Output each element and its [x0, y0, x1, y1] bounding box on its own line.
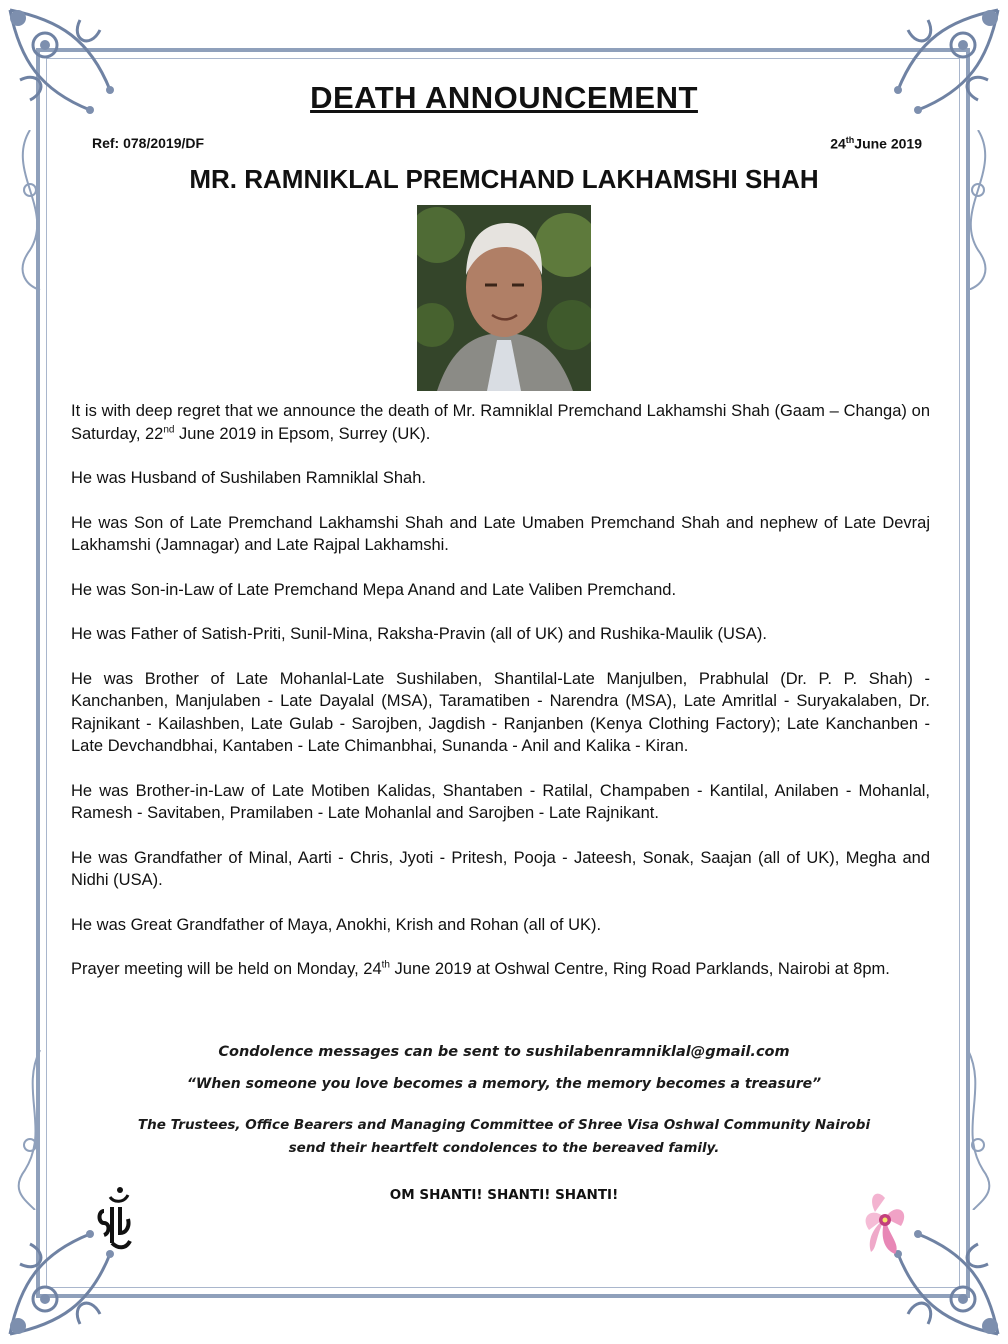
memorial-quote: “When someone you love becomes a memory, the memory becomes a treasure”	[186, 1076, 822, 1092]
deceased-name: MR. RAMNIKLAL PREMCHAND LAKHAMSHI SHAH	[189, 164, 819, 194]
paragraph-husband: He was Husband of Sushilaben Ramniklal Shah.	[71, 469, 426, 487]
paragraph-grandfather: He was Grandfather of Minal, Aarti - Chris, Jyoti - Pritesh, Pooja - Jateesh, Sonak, Saajan (all of UK), Megha and Nidhi (USA).	[71, 848, 930, 889]
reference-number: Ref: 078/2019/DF	[92, 135, 205, 151]
floral-corner-ornament-top-left	[0, 0, 150, 150]
portrait-photo	[417, 205, 591, 391]
trustees-message-line2: send their heartfelt condolences to the bereaved family.	[288, 1140, 720, 1156]
paragraph-father: He was Father of Satish-Priti, Sunil-Mina, Raksha-Pravin (all of UK) and Rushika-Maulik (USA).	[71, 625, 767, 643]
swirl-ornament-right-upper	[948, 130, 1008, 290]
paragraph-great-grandfather: He was Great Grandfather of Maya, Anokhi, Krish and Rohan (all of UK).	[71, 915, 602, 934]
swirl-ornament-left-upper	[0, 130, 60, 290]
jain-symbol-icon	[96, 1183, 136, 1253]
paragraph-prayer-meeting: Prayer meeting will be held on Monday, 24th June 2019 at Oshwal Centre, Ring Road Parklands, Nairobi at 8pm.	[71, 959, 890, 978]
paragraph-son: He was Son of Late Premchand Lakhamshi Shah and Late Umaben Premchand Shah and nephew of Late Devraj Lakhamshi (Jamnagar) and Late Rajpal Lakhamshi.	[71, 513, 930, 554]
closing-om-shanti: OM SHANTI! SHANTI! SHANTI!	[389, 1187, 619, 1203]
announcement-date: 24thJune 2019	[830, 135, 922, 152]
condolence-email-line: Condolence messages can be sent to sushilabenramniklal@gmail.com	[218, 1044, 790, 1060]
paragraph-death-notice: It is with deep regret that we announce the death of Mr. Ramniklal Premchand Lakhamshi Shah (Gaam – Changa) on Saturday, 22nd June 2019 in Epsom, Surrey (UK).	[71, 402, 930, 443]
paragraph-son-in-law: He was Son-in-Law of Late Premchand Mepa Anand and Late Valiben Premchand.	[71, 580, 677, 599]
paragraph-brother-in-law: He was Brother-in-Law of Late Motiben Kalidas, Shantaben - Ratilal, Champaben - Kantilal, Anilaben - Mohanlal, Ramesh - Savitaben, Pramilaben - Late Mohanlal and Sarojben - Late Rajnikant.	[71, 781, 930, 822]
page-title: DEATH ANNOUNCEMENT	[310, 80, 698, 115]
floral-corner-ornament-top-right	[858, 0, 1008, 150]
announcement-body	[71, 400, 930, 1003]
trustees-message-line1: The Trustees, Office Bearers and Managing Committee of Shree Visa Oshwal Community Nairobi	[137, 1117, 871, 1133]
orchid-flower-icon	[855, 1188, 915, 1258]
paragraph-brother: He was Brother of Late Mohanlal-Late Sushilaben, Shantilal-Late Manjulben, Prabhulal (Dr. P. P. Shah) - Kanchanben, Manjulaben - Late Dayalal (MSA), Taramatiben - Narendra (MSA), Late Amritlal - Suryakalaben, Dr. Rajnikant - Kailashben, Late Gulab - Sarojben, Jagdish - Ranjanben (Kenya Clothing Factory); Late Kanchanben - Late Devchandbhai, Kantaben - Late Chimanbhai, Sunanda - Anil and Kalika - Kiran.	[71, 669, 930, 755]
